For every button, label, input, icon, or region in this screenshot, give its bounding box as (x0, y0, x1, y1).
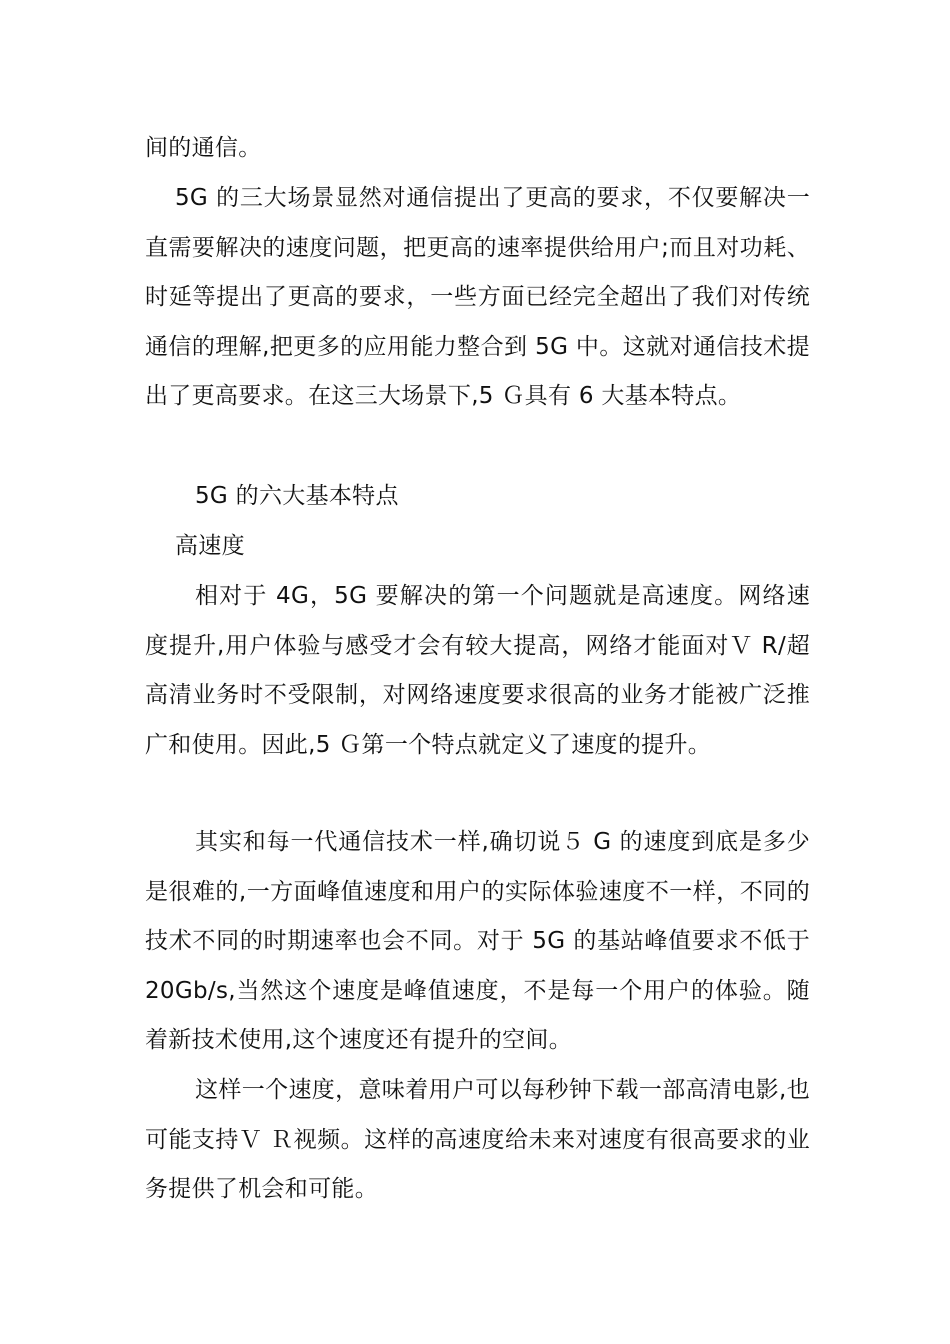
paragraph-scenarios: 5G 的三大场景显然对通信提出了更高的要求，不仅要解决一直需要解决的速度问题，把更高的速率提供给用户;而且对功耗、时延等提出了更高的要求，一些方面已经完全超出了我们对传统通信的理解,把更多的应用能力整合到 5G 中。这就对通信技术提出了更高要求。在这三大场景下,5 Ｇ具有 6 大基本特点。 (145, 185, 810, 410)
paragraph-peak-speed: 其实和每一代通信技术一样,确切说５ G 的速度到底是多少是很难的,一方面峰值速度和用户的实际体验速度不一样，不同的技术不同的时期速率也会不同。对于 5G 的基站峰值要求不低于 20Gb/s,当然这个速度是峰值速度，不是每一个用户的体验。随着新技术使用,这个速度还有提升的空间。 (145, 829, 810, 1054)
paragraph-continuation: 间的通信。 (145, 135, 262, 161)
paragraph-high-speed-intro: 相对于 4G，5G 要解决的第一个问题就是高速度。网络速度提升,用户体验与感受才会有较大提高，网络才能面对Ｖ R/超高清业务时不受限制，对网络速度要求很高的业务才能被广泛推广和使用。因此,5 Ｇ第一个特点就定义了速度的提升。 (145, 583, 810, 758)
section-heading-features: 5G 的六大基本特点 (195, 483, 399, 509)
paragraph-implications: 这样一个速度，意味着用户可以每秒钟下载一部高清电影,也可能支持Ｖ Ｒ视频。这样的高速度给未来对速度有很高要求的业务提供了机会和可能。 (145, 1077, 810, 1203)
subheading-high-speed: 高速度 (175, 533, 245, 559)
